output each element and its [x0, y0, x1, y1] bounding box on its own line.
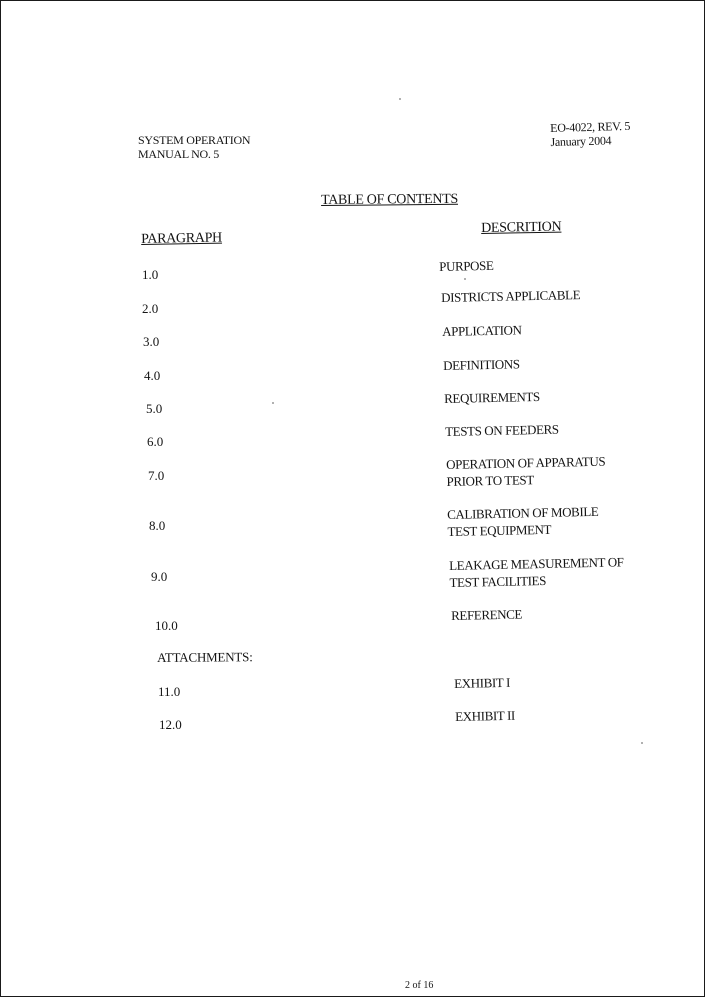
- manual-title-block: [138, 133, 250, 161]
- toc-entry-description-line: PRIOR TO TEST: [446, 472, 534, 489]
- scan-speck: [641, 742, 643, 744]
- toc-entry-description: [446, 453, 606, 490]
- toc-entry-number: 10.0: [155, 618, 178, 633]
- toc-entry-number: 6.0: [147, 434, 164, 449]
- scan-speck: [272, 402, 274, 404]
- toc-entry-number: 7.0: [148, 468, 165, 483]
- attachment-description: [455, 707, 515, 725]
- toc-entry-description-line: DEFINITIONS: [443, 356, 520, 373]
- page-title: TABLE OF CONTENTS: [321, 191, 459, 208]
- revision-block: [550, 119, 631, 149]
- attachments-label: ATTACHMENTS:: [157, 649, 253, 665]
- toc-entry-number: 9.0: [151, 569, 168, 584]
- toc-entry-description: [451, 606, 522, 624]
- manual-title-line1: SYSTEM OPERATION: [138, 133, 251, 147]
- toc-entry-description-line: OPERATION OF APPARATUS: [446, 453, 606, 472]
- toc-entry-description: [443, 355, 520, 374]
- toc-entry-description: [441, 286, 580, 306]
- toc-entry-description: [439, 257, 494, 275]
- attachment-number: 12.0: [159, 717, 182, 732]
- toc-entry-description: [447, 503, 599, 540]
- toc-entry-number: 2.0: [142, 301, 159, 316]
- toc-entry-description-line: LEAKAGE MEASUREMENT OF: [449, 554, 624, 573]
- toc-entry-description-line: TEST EQUIPMENT: [447, 521, 552, 539]
- toc-entry-number: 1.0: [142, 267, 159, 282]
- toc-entry-description-line: DISTRICTS APPLICABLE: [441, 287, 581, 305]
- document-number: EO-4022, REV. 5: [550, 118, 631, 135]
- toc-entry-description-line: TESTS ON FEEDERS: [445, 421, 559, 439]
- toc-entry-description-line: PURPOSE: [439, 257, 494, 274]
- document-date: January 2004: [550, 133, 612, 149]
- toc-entry-description: [442, 321, 522, 340]
- toc-entry-description: [445, 421, 559, 440]
- manual-title-line2: MANUAL NO. 5: [138, 147, 219, 161]
- attachment-description: [454, 674, 510, 692]
- toc-entry-number: 3.0: [143, 334, 160, 349]
- attachment-number: 11.0: [158, 684, 181, 699]
- scan-speck: [399, 98, 401, 100]
- toc-entry-description: [449, 553, 624, 591]
- toc-entry-description-line: REFERENCE: [451, 606, 523, 623]
- toc-entry-description-line: REQUIREMENTS: [444, 388, 540, 406]
- toc-entry-number: 5.0: [146, 401, 163, 416]
- toc-entry-number: 8.0: [149, 518, 166, 533]
- toc-entry-number: 4.0: [144, 368, 161, 383]
- page-number: 2 of 16: [405, 980, 434, 991]
- toc-entry-description-line: APPLICATION: [442, 322, 522, 339]
- toc-entry-description: [444, 388, 540, 407]
- toc-entry-description-line: TEST FACILITIES: [449, 572, 547, 590]
- attachment-description-line: EXHIBIT I: [454, 674, 511, 691]
- scan-speck: [464, 278, 466, 280]
- attachment-description-line: EXHIBIT II: [455, 707, 515, 724]
- description-column-heading: DESCRITION: [481, 219, 562, 236]
- toc-entry-description-line: CALIBRATION OF MOBILE: [447, 503, 599, 522]
- paragraph-column-heading: PARAGRAPH: [141, 230, 223, 247]
